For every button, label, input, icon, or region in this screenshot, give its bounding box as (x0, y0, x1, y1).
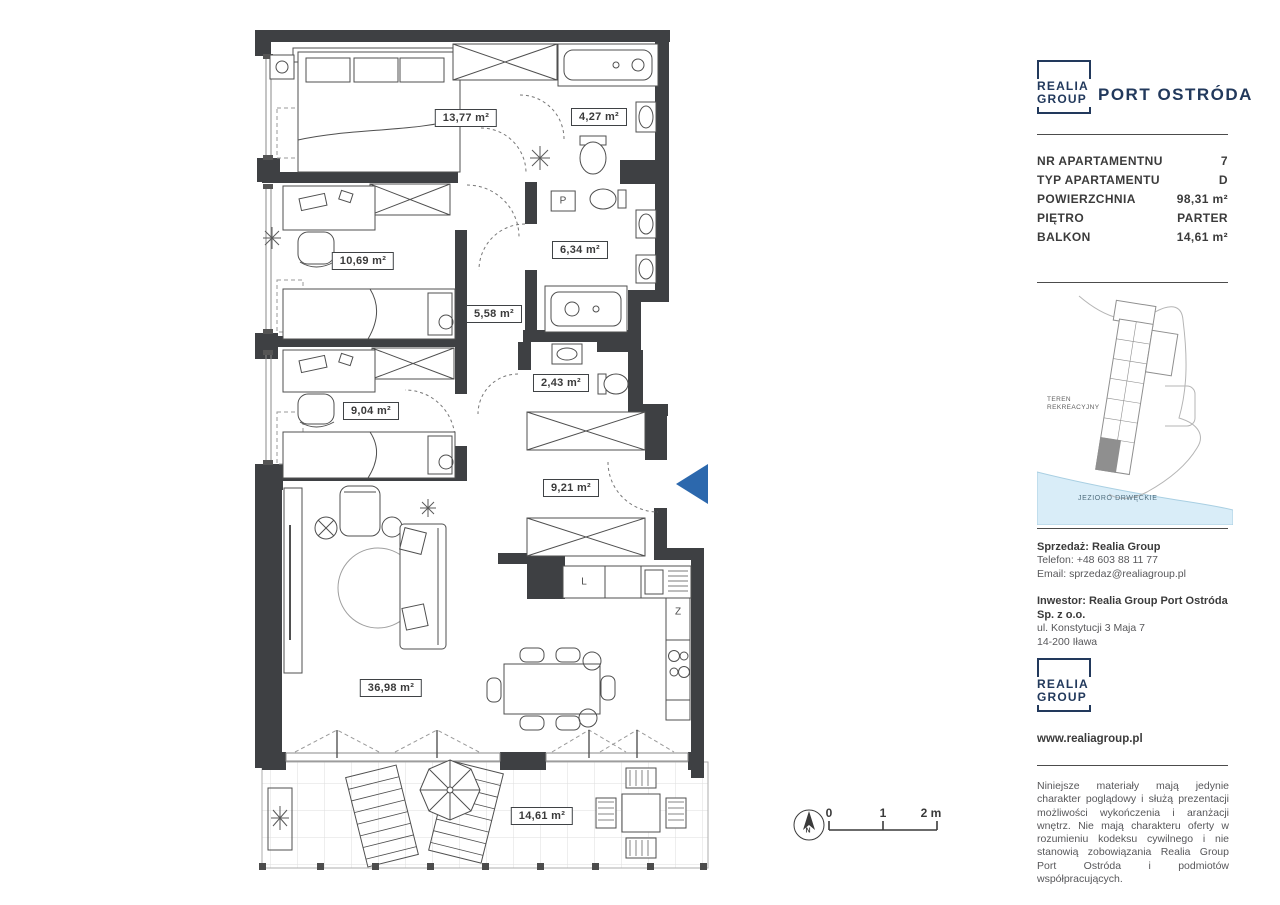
website-link[interactable]: www.realiagroup.pl (1037, 733, 1143, 745)
recreation-area-label: TEREN REKREACYJNY (1047, 396, 1100, 411)
detail-label: NR APARTAMENTNU (1037, 154, 1163, 168)
realia-group-logo-footer (1037, 658, 1091, 712)
divider (1037, 134, 1228, 135)
building-outline (1090, 300, 1182, 478)
entrance-arrow-icon (676, 464, 708, 504)
investor-line: Inwestor: Realia Group Port Ostróda Sp. z o.o. (1037, 595, 1228, 621)
logo-line-2: GROUP (1037, 690, 1088, 704)
detail-row (1037, 209, 1228, 228)
room-label-corridor: 5,58 m² (466, 305, 522, 323)
windows (266, 56, 271, 463)
scale-2m: 2 m (920, 806, 942, 820)
logo-line-2: GROUP (1037, 92, 1088, 106)
room-label-bedroom-1: 13,77 m² (435, 109, 497, 127)
room-label-bathroom-2: 6,34 m² (552, 241, 608, 259)
sales-contact (1037, 540, 1230, 581)
disclaimer-text: Niniejsze materiały mają jedynie charakter poglądowy i służą prezentacji możliwości wykończenia i aranżacji wnętrz. Nie mają charakteru oferty w rozumieniu kodeksu cywilnego i nie stanowią zobowiązania Realia Group Port Ostróda i podmiotów współpracujących. (1037, 780, 1229, 886)
logo-line-1: REALIA (1037, 79, 1089, 93)
investor-contact (1037, 594, 1230, 649)
detail-label: BALKON (1037, 230, 1091, 244)
room-label-bathroom-1: 4,27 m² (571, 108, 627, 126)
realia-group-logo (1037, 60, 1091, 114)
divider (1037, 528, 1228, 529)
address-line-1: ul. Konstytucji 3 Maja 7 (1037, 622, 1145, 634)
room-label-hall: 9,21 m² (543, 479, 599, 497)
detail-label: TYP APARTAMENTU (1037, 173, 1160, 187)
apartment-details (1037, 152, 1228, 247)
detail-value: 7 (1220, 154, 1228, 168)
scale-bar (829, 821, 937, 830)
detail-value: D (1218, 173, 1228, 187)
room-label-bedroom-2: 10,69 m² (332, 252, 394, 270)
balcony-doors (286, 730, 688, 761)
phone-line: Telefon: +48 603 88 11 77 (1037, 554, 1158, 566)
detail-row (1037, 190, 1228, 209)
room-label-bedroom-3: 9,04 m² (343, 402, 399, 420)
sales-line: Sprzedaż: Realia Group (1037, 541, 1161, 553)
detail-value: 14,61 m² (1176, 230, 1228, 244)
detail-value: 98,31 m² (1176, 192, 1228, 206)
room-label-living-room: 36,98 m² (360, 679, 422, 697)
detail-row (1037, 228, 1228, 247)
detail-row (1037, 152, 1228, 171)
scale-0: 0 (825, 806, 833, 820)
compass-icon (794, 810, 824, 840)
closet-label: P (551, 191, 576, 212)
sink-label: Z (674, 606, 682, 618)
detail-label: PIĘTRO (1037, 211, 1085, 225)
fridge-label: L (581, 576, 587, 588)
room-label-terrace: 14,61 m² (511, 807, 573, 825)
room-label-wc: 2,43 m² (533, 374, 589, 392)
project-title: PORT OSTRÓDA (1098, 85, 1253, 104)
scale-1: 1 (879, 806, 887, 820)
detail-label: POWIERZCHNIA (1037, 192, 1136, 206)
email-line[interactable]: Email: sprzedaz@realiagroup.pl (1037, 567, 1186, 580)
detail-value: PARTER (1177, 211, 1228, 225)
divider (1037, 282, 1228, 283)
umbrella-icon (420, 760, 480, 820)
compass-north-label: N (805, 827, 811, 835)
address-line-2: 14-200 Iława (1037, 635, 1098, 648)
logo-line-1: REALIA (1037, 677, 1089, 691)
highlighted-unit (1096, 438, 1121, 473)
divider (1037, 765, 1228, 766)
lake-label: JEZIORO DRWĘCKIE (1078, 495, 1158, 502)
detail-row (1037, 171, 1228, 190)
